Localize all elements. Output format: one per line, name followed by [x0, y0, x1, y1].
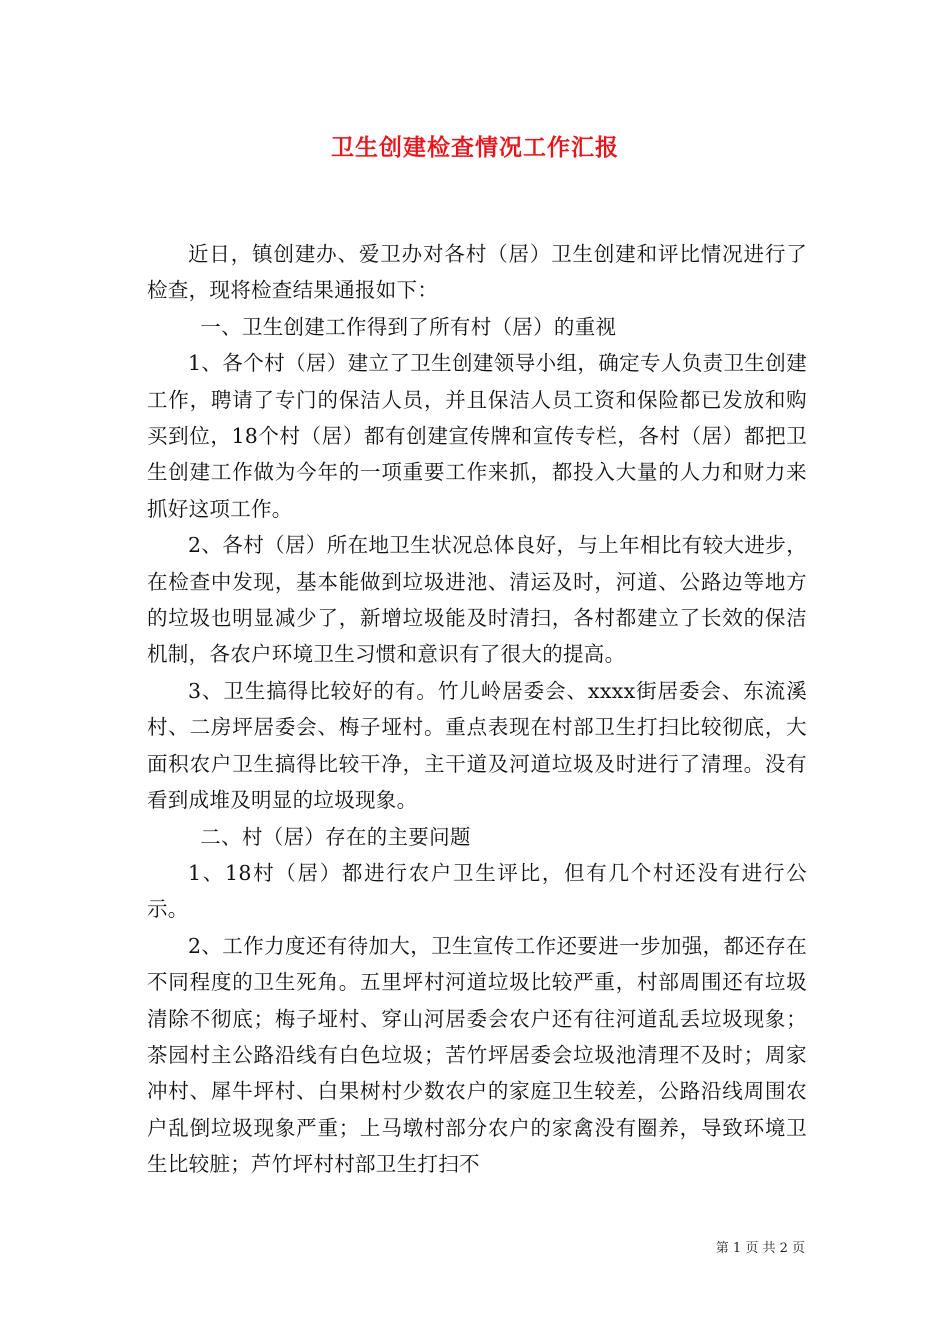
section-heading-2: 二、村（居）存在的主要问题: [200, 824, 471, 849]
paragraph-2-2: 2、工作力度还有待加大，卫生宣传工作还要进一步加强，都还存在不同程度的卫生死角。五里坪村河道垃圾比较严重，村部周围还有垃圾清除不彻底；梅子垭村、穿山河居委会农户还有往河道乱丢垃圾现象；茶园村主公路沿线有白色垃圾；苦竹坪居委会垃圾池清理不及时；周家冲村、犀牛坪村、白果树村少数农户的家庭卫生较差，公路沿线周围农户乱倒垃圾现象严重；上马墩村部分农户的家禽没有圈养，导致环境卫生比较脏；芦竹坪村村部卫生打扫不: [147, 933, 807, 1177]
paragraph-1-2: 2、各村（居）所在地卫生状况总体良好，与上年相比有较大进步，在检查中发现，基本能做到垃圾进池、清运及时，河道、公路边等地方的垃圾也明显减少了，新增垃圾能及时清扫，各村都建立了长效的保洁机制，各农户环境卫生习惯和意识有了很大的提高。: [147, 533, 807, 667]
document-body: [147, 236, 807, 1183]
intro-paragraph: 近日，镇创建办、爱卫办对各村（居）卫生创建和评比情况进行了检查，现将检查结果通报如下：: [147, 242, 807, 303]
document-title: 卫生创建检查情况工作汇报: [331, 134, 619, 161]
section-heading-1: 一、卫生创建工作得到了所有村（居）的重视: [200, 314, 617, 339]
page-number: 第 1 页 共 2 页: [715, 1241, 805, 1256]
paragraph-1-1: 1、各个村（居）建立了卫生创建领导小组，确定专人负责卫生创建工作，聘请了专门的保洁人员，并且保洁人员工资和保险都已发放和购买到位，18个村（居）都有创建宣传牌和宣传专栏，各村（居）都把卫生创建工作做为今年的一项重要工作来抓，都投入大量的人力和财力来抓好这项工作。: [147, 351, 807, 521]
paragraph-1-3: 3、卫生搞得比较好的有。竹儿岭居委会、xxxx街居委会、东流溪村、二房坪居委会、梅子垭村。重点表现在村部卫生打扫比较彻底，大面积农户卫生搞得比较干净，主干道及河道垃圾及时进行了清理。没有看到成堆及明显的垃圾现象。: [147, 678, 807, 813]
paragraph-2-1: 1、18村（居）都进行农户卫生评比，但有几个村还没有进行公示。: [147, 860, 807, 922]
